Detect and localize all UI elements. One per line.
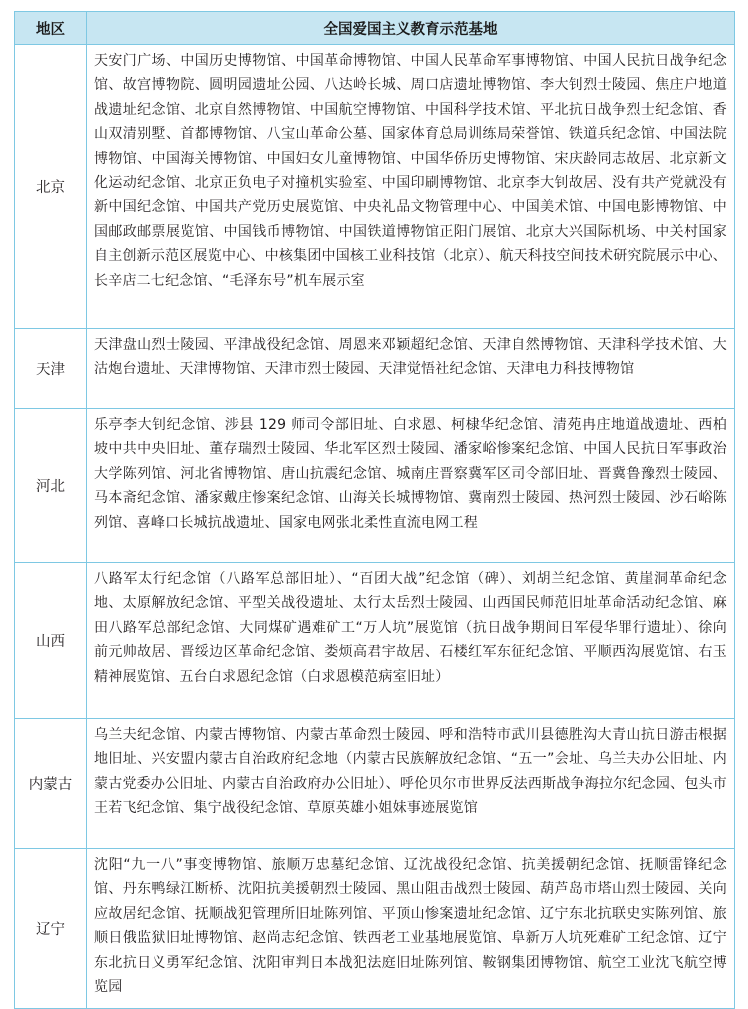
sites-cell: 八路军太行纪念馆（八路军总部旧址）、“百团大战”纪念馆（碑）、刘胡兰纪念馆、黄崖洞革命纪念地、太原解放纪念馆、平型关战役遗址、太行太岳烈士陵园、山西国民师范旧址革命活动纪念馆、麻田八路军总部纪念馆、大同煤矿遇难矿工“万人坑”展览馆（抗日战争期间日军侵华罪行遗址）、徐向前元帅故居、晋绥边区革命纪念馆、娄烦高君宇故居、石楼红军东征纪念馆、平顺西沟展览馆、右玉精神展览馆、五台白求恩纪念馆（白求恩模范病室旧址） [87,563,735,719]
header-row [15,12,735,45]
table-row-liaoning [15,849,735,1009]
table-row-tianjin [15,329,735,409]
header-sites: 全国爱国主义教育示范基地 [87,12,735,45]
region-cell: 辽宁 [15,849,87,1009]
region-cell: 山西 [15,563,87,719]
sites-cell: 沈阳“九一八”事变博物馆、旅顺万忠墓纪念馆、辽沈战役纪念馆、抗美援朝纪念馆、抚顺雷锋纪念馆、丹东鸭绿江断桥、沈阳抗美援朝烈士陵园、黑山阻击战烈士陵园、葫芦岛市塔山烈士陵园、关向应故居纪念馆、抚顺战犯管理所旧址陈列馆、平顶山惨案遗址纪念馆、辽宁东北抗联史实陈列馆、旅顺日俄监狱旧址博物馆、赵尚志纪念馆、铁西老工业基地展览馆、阜新万人坑死难矿工纪念馆、辽宁东北抗日义勇军纪念馆、沈阳审判日本战犯法庭旧址陈列馆、鞍钢集团博物馆、航空工业沈飞航空博览园 [87,849,735,1009]
header-region: 地区 [15,12,87,45]
sites-cell: 乌兰夫纪念馆、内蒙古博物馆、内蒙古革命烈士陵园、呼和浩特市武川县德胜沟大青山抗日游击根据地旧址、兴安盟内蒙古自治政府纪念地（内蒙古民族解放纪念馆、“五一”会址、乌兰夫办公旧址、内蒙古党委办公旧址、内蒙古自治政府办公旧址）、呼伦贝尔市世界反法西斯战争海拉尔纪念园、包头市王若飞纪念馆、集宁战役纪念馆、草原英雄小姐妹事迹展览馆 [87,719,735,849]
sites-cell: 天津盘山烈士陵园、平津战役纪念馆、周恩来邓颖超纪念馆、天津自然博物馆、天津科学技术馆、大沽炮台遗址、天津博物馆、天津市烈士陵园、天津觉悟社纪念馆、天津电力科技博物馆 [87,329,735,409]
table-row-neimenggu [15,719,735,849]
region-cell: 河北 [15,409,87,563]
sites-cell: 乐亭李大钊纪念馆、涉县 129 师司令部旧址、白求恩、柯棣华纪念馆、清苑冉庄地道战遗址、西柏坡中共中央旧址、董存瑞烈士陵园、华北军区烈士陵园、潘家峪惨案纪念馆、中国人民抗日军事政治大学陈列馆、河北省博物馆、唐山抗震纪念馆、城南庄晋察冀军区司令部旧址、晋冀鲁豫烈士陵园、马本斋纪念馆、潘家戴庄惨案纪念馆、山海关长城博物馆、冀南烈士陵园、热河烈士陵园、沙石峪陈列馆、喜峰口长城抗战遗址、国家电网张北柔性直流电网工程 [87,409,735,563]
table-row-hebei [15,409,735,563]
table-row-beijing [15,45,735,329]
sites-cell: 天安门广场、中国历史博物馆、中国革命博物馆、中国人民革命军事博物馆、中国人民抗日战争纪念馆、故宫博物院、圆明园遗址公园、八达岭长城、周口店遗址博物馆、李大钊烈士陵园、焦庄户地道战遗址纪念馆、北京自然博物馆、中国航空博物馆、中国科学技术馆、平北抗日战争烈士纪念馆、香山双清别墅、首都博物馆、八宝山革命公墓、国家体育总局训练局荣誉馆、铁道兵纪念馆、中国法院博物馆、中国海关博物馆、中国妇女儿童博物馆、中国华侨历史博物馆、宋庆龄同志故居、北京新文化运动纪念馆、北京正负电子对撞机实验室、中国印刷博物馆、北京李大钊故居、没有共产党就没有新中国纪念馆、中国共产党历史展览馆、中央礼品文物管理中心、中国美术馆、中国电影博物馆、中国邮政邮票展览馆、中国钱币博物馆、中国铁道博物馆正阳门展馆、北京大兴国际机场、中关村国家自主创新示范区展览中心、中核集团中国核工业科技馆（北京）、航天科技空间技术研究院展示中心、长辛店二七纪念馆、“毛泽东号”机车展示室 [87,45,735,329]
education-bases-table [14,11,735,1009]
region-cell: 北京 [15,45,87,329]
region-cell: 天津 [15,329,87,409]
table-row-shanxi [15,563,735,719]
region-cell: 内蒙古 [15,719,87,849]
